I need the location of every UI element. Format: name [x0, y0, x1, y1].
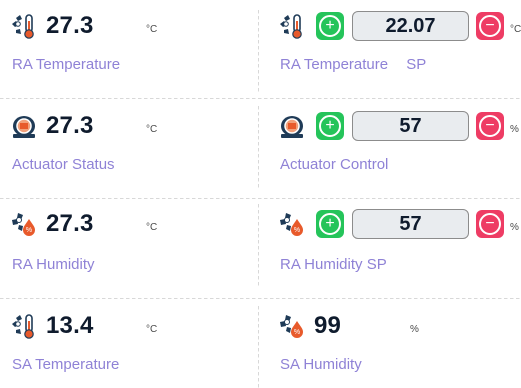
- humidity-fan-icon: [278, 312, 306, 340]
- ra-temperature-value: 27.3: [46, 12, 94, 39]
- svg-text:%: %: [293, 227, 301, 234]
- ra-temperature-label: RA Temperature: [12, 56, 121, 73]
- thermometer-fan-icon: [278, 12, 306, 40]
- ra-humidity-sp-label: RA Humidity SP: [280, 256, 387, 273]
- row-divider: [0, 198, 520, 199]
- humidity-fan-icon: [278, 210, 306, 238]
- ra-humidity-sp-increment-button[interactable]: [316, 210, 344, 238]
- actuator-icon: [10, 112, 38, 140]
- plus-icon: +: [319, 15, 341, 37]
- actuator-control-decrement-button[interactable]: [476, 112, 504, 140]
- sa-temperature-label: SA Temperature: [12, 356, 120, 373]
- humidity-fan-icon: [10, 210, 38, 238]
- minus-icon: −: [479, 15, 501, 37]
- minus-icon: −: [479, 213, 501, 235]
- sa-temperature-unit: °C: [146, 324, 158, 335]
- ra-humidity-label: RA Humidity: [12, 256, 95, 273]
- svg-text:%: %: [25, 227, 33, 234]
- sa-humidity-value: 99: [314, 312, 342, 339]
- actuator-control-unit: %: [510, 124, 519, 135]
- plus-icon: +: [319, 213, 341, 235]
- thermometer-fan-icon: [10, 312, 38, 340]
- minus-icon: −: [479, 115, 501, 137]
- ra-temperature-sp-decrement-button[interactable]: [476, 12, 504, 40]
- sa-humidity-unit: %: [410, 324, 419, 335]
- ra-temperature-sp-label-text: RA Temperature: [280, 56, 389, 73]
- ra-temperature-unit: °C: [146, 24, 158, 35]
- ra-temperature-sp-increment-button[interactable]: [316, 12, 344, 40]
- ra-temperature-sp-unit: °C: [510, 24, 521, 35]
- actuator-status-unit: °C: [146, 124, 158, 135]
- svg-text:%: %: [293, 329, 301, 336]
- ra-humidity-value: 27.3: [46, 210, 94, 237]
- actuator-control-input[interactable]: 57: [352, 111, 469, 141]
- sa-temperature-value: 13.4: [46, 312, 94, 339]
- actuator-icon: [278, 112, 306, 140]
- ra-temperature-sp-input[interactable]: 22.07: [352, 11, 469, 41]
- ra-humidity-sp-input[interactable]: 57: [352, 209, 469, 239]
- column-divider: [258, 10, 259, 92]
- actuator-status-label: Actuator Status: [12, 156, 115, 173]
- ra-temperature-sp-label-suffix: SP: [406, 56, 427, 73]
- actuator-status-value: 27.3: [46, 112, 94, 139]
- actuator-control-label: Actuator Control: [280, 156, 389, 173]
- row-divider: [0, 98, 520, 99]
- ra-humidity-sp-decrement-button[interactable]: [476, 210, 504, 238]
- actuator-control-increment-button[interactable]: [316, 112, 344, 140]
- column-divider: [258, 204, 259, 286]
- row-divider: [0, 298, 520, 299]
- ra-humidity-sp-unit: %: [510, 222, 519, 233]
- thermometer-fan-icon: [10, 12, 38, 40]
- plus-icon: +: [319, 115, 341, 137]
- sa-humidity-label: SA Humidity: [280, 356, 362, 373]
- ra-temperature-sp-label: [280, 56, 426, 73]
- ra-humidity-unit: °C: [146, 222, 158, 233]
- column-divider: [258, 306, 259, 388]
- column-divider: [258, 106, 259, 188]
